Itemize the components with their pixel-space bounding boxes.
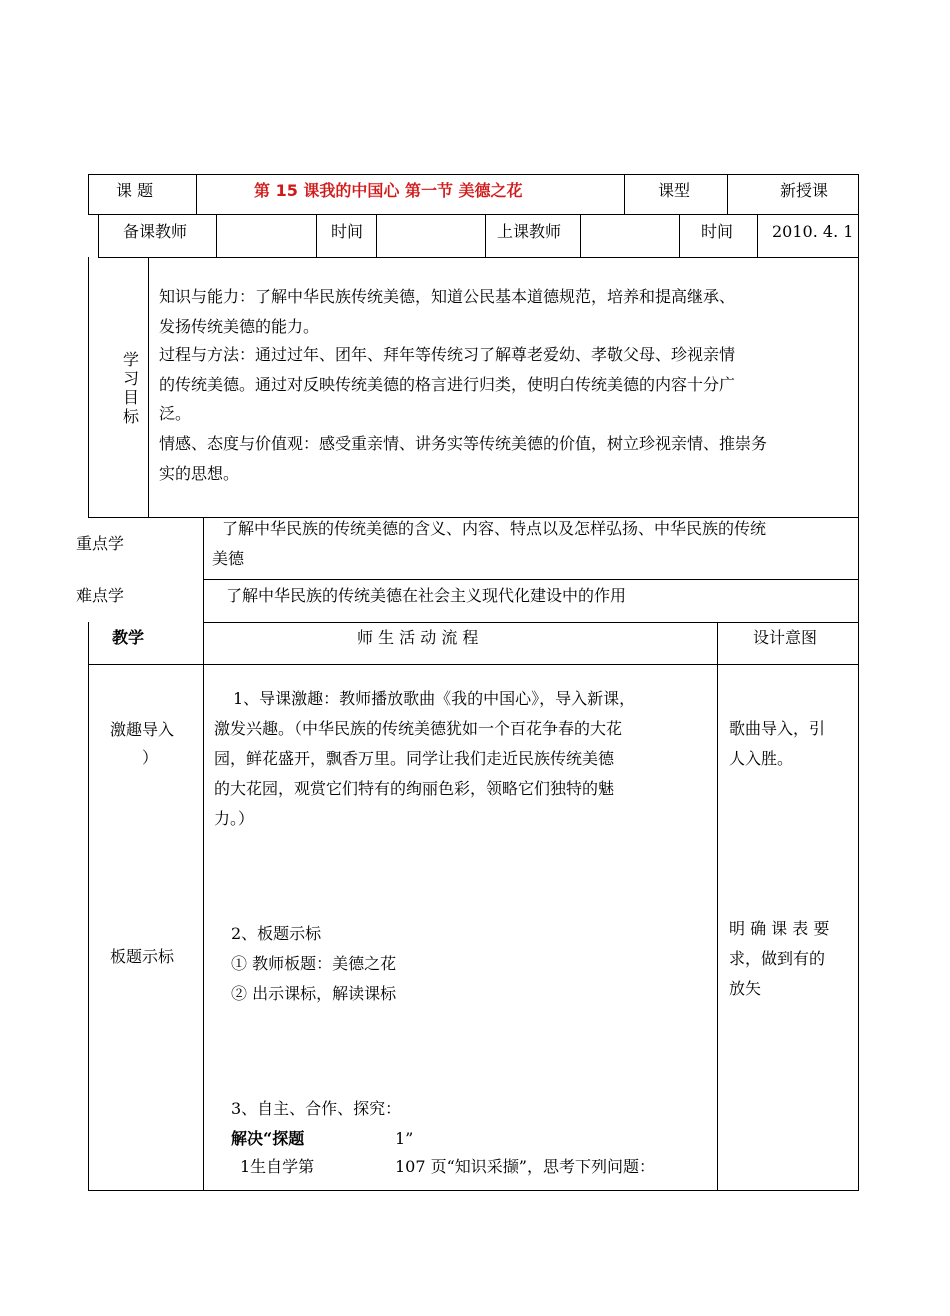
step2-intent: 明 确 课 表 要 <box>729 919 830 938</box>
time-label-1: 时间 <box>331 222 364 241</box>
step2-line: 2、板题示标 <box>231 924 322 943</box>
table-border <box>88 174 89 215</box>
table-border <box>98 214 99 258</box>
table-border <box>858 579 859 623</box>
table-border <box>858 517 859 579</box>
step1-line: 园，鲜花盛开，飘香万里。同学让我们走近民族传统美德 <box>214 749 615 768</box>
table-border <box>858 214 859 258</box>
step1-line: 的大花园，观赏它们特有的绚丽色彩，领略它们独特的魅 <box>214 779 615 798</box>
table-border <box>216 214 217 258</box>
difficult-point-text: 了解中华民族的传统美德在社会主义现代化建设中的作用 <box>226 586 627 605</box>
table-border <box>203 579 204 623</box>
table-border <box>88 214 859 215</box>
step1-intent: 歌曲导入，引 <box>729 719 826 738</box>
key-point-line: 了解中华民族的传统美德的含义、内容、特点以及怎样弘扬、中华民族的传统 <box>222 519 767 538</box>
step1-label: 激趣导入 <box>110 720 175 739</box>
process-header-flow: 师 生 活 动 流 程 <box>357 628 479 647</box>
step2-intent: 求，做到有的 <box>729 949 826 968</box>
objective-line: 发扬传统美德的能力。 <box>159 317 320 336</box>
step2-label: 板题示标 <box>110 947 175 966</box>
table-border <box>196 174 197 215</box>
process-header-teaching: 教学 <box>112 628 145 647</box>
teach-teacher-label: 上课教师 <box>497 222 562 241</box>
objective-line: 知识与能力：了解中华民族传统美德，知道公民基本道德规范，培养和提高继承、 <box>159 287 736 306</box>
step3-sub-right: 107 页“知识采撷”，思考下列问题： <box>395 1157 655 1176</box>
step1-line: 力。） <box>214 809 255 828</box>
table-border <box>485 214 486 258</box>
objective-line: 过程与方法：通过过年、团年、拜年等传统习了解尊老爱幼、孝敬父母、珍视亲情 <box>159 345 736 364</box>
table-border <box>203 579 859 580</box>
table-border <box>858 174 859 215</box>
lesson-type-label: 课型 <box>658 181 691 200</box>
process-header-intent: 设计意图 <box>753 628 818 647</box>
step2-line: ① 教师板题：美德之花 <box>231 954 397 973</box>
lesson-date: 2010. 4. 1 <box>772 222 854 241</box>
step1-line: 激发兴趣。（中华民族的传统美德犹如一个百花争春的大花 <box>214 719 623 738</box>
table-border <box>88 257 89 518</box>
table-border <box>98 257 859 258</box>
key-point-line: 美德 <box>212 549 245 568</box>
table-border <box>316 214 317 258</box>
difficult-point-label: 难点学 <box>76 586 125 605</box>
objective-line: 泛。 <box>159 404 192 423</box>
table-border <box>148 257 149 518</box>
table-border <box>717 622 718 1191</box>
objective-line: 的传统美德。通过对反映传统美德的格言进行归类，使明白传统美德的内容十分广 <box>159 375 736 394</box>
step1-paren: ） <box>142 748 159 767</box>
table-border <box>679 214 680 258</box>
lesson-title: 第 15 课我的中国心 第一节 美德之花 <box>254 181 523 200</box>
step1-intent: 人入胜。 <box>729 749 794 768</box>
lesson-type-value: 新授课 <box>780 181 829 200</box>
step2-line: ② 出示课标，解读课标 <box>231 984 397 1003</box>
table-border <box>727 174 728 215</box>
step2-intent: 放矢 <box>729 979 762 998</box>
step1-line: 1、导课激趣：教师播放歌曲《我的中国心》，导入新课， <box>233 689 636 708</box>
table-border <box>88 174 859 175</box>
table-border <box>624 174 625 215</box>
step3-sub-left: 1生自学第 <box>240 1157 315 1176</box>
topic-label: 课 题 <box>116 181 154 200</box>
table-border <box>376 214 377 258</box>
step3-line: 3、自主、合作、探究： <box>231 1099 402 1118</box>
table-border <box>88 622 89 1191</box>
table-border <box>757 214 758 258</box>
table-border <box>858 622 859 1191</box>
table-border <box>580 214 581 258</box>
table-border <box>203 517 204 579</box>
table-border <box>858 257 859 518</box>
objective-line: 情感、态度与价值观：感受重亲情、讲务实等传统美德的价值，树立珍视亲情、推崇务 <box>159 434 768 453</box>
objectives-label: 学习目标 <box>122 350 139 426</box>
key-point-label: 重点学 <box>76 534 125 553</box>
objective-line: 实的思想。 <box>159 464 240 483</box>
prep-teacher-label: 备课教师 <box>123 222 188 241</box>
table-border <box>203 622 859 623</box>
table-border <box>203 622 204 1191</box>
step3-number: 1” <box>395 1129 414 1148</box>
step3-line: 解决“探题 <box>231 1129 305 1148</box>
time-label-2: 时间 <box>701 222 734 241</box>
